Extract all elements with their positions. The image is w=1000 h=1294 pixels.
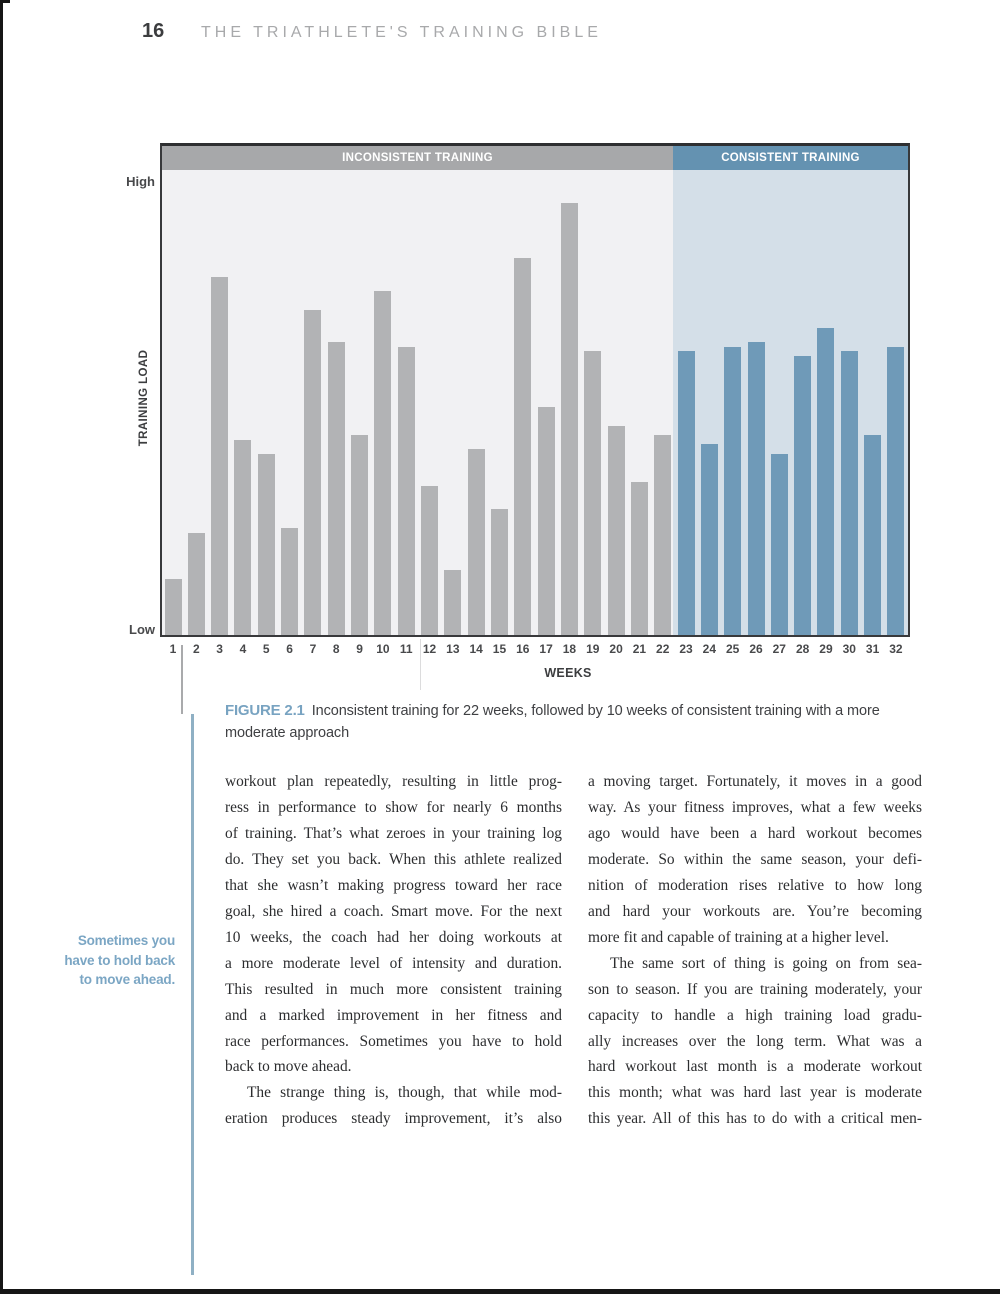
pull-quote-line: to move ahead. bbox=[79, 972, 175, 987]
body-text-line: this month; what was hard last year is moderate bbox=[588, 1084, 922, 1102]
bar-week-23 bbox=[678, 351, 695, 635]
bar-week-28 bbox=[794, 356, 811, 635]
scan-edge-bottom bbox=[0, 1289, 1000, 1294]
pull-quote-line: Sometimes you bbox=[77, 933, 175, 948]
text-margin-rule bbox=[191, 714, 194, 1275]
body-text-line: The same sort of thing is going on from sea- bbox=[610, 954, 922, 972]
week-tick-20: 20 bbox=[609, 642, 623, 656]
week-tick-18: 18 bbox=[562, 642, 577, 656]
body-text-line: and a marked improvement in her fitness and bbox=[225, 1006, 562, 1024]
bar-week-31 bbox=[864, 435, 881, 635]
body-text-line: This resulted in much more consistent training bbox=[225, 980, 562, 998]
body-text-line: nition of moderation rises relative to how long bbox=[588, 876, 922, 894]
body-text-line: a more moderate level of intensity and duration. bbox=[225, 954, 562, 972]
bar-week-5 bbox=[258, 454, 275, 635]
bar-week-18 bbox=[561, 203, 578, 636]
y-axis-title: TRAINING LOAD bbox=[138, 349, 150, 447]
body-text-line: do. They set you back. When this athlete realized bbox=[225, 850, 562, 868]
bar-week-19 bbox=[584, 351, 601, 635]
body-text-line: ress in performance to show for nearly 6 months bbox=[225, 798, 562, 816]
bar-week-29 bbox=[817, 328, 834, 635]
body-text-line: son to season. If you are training moderately, your bbox=[588, 980, 922, 998]
body-text-line: back to move ahead. bbox=[225, 1058, 352, 1076]
body-text-line: ago would have been a hard workout becomes bbox=[588, 824, 922, 842]
week-tick-9: 9 bbox=[356, 642, 363, 656]
running-head-title: THE TRIATHLETE'S TRAINING BIBLE bbox=[201, 24, 602, 41]
week-tick-32: 32 bbox=[889, 642, 903, 656]
week-tick-14: 14 bbox=[469, 642, 483, 656]
y-tick-low: Low bbox=[129, 622, 155, 637]
figure-caption-label: FIGURE 2.1 bbox=[225, 702, 305, 719]
week-tick-6: 6 bbox=[286, 642, 293, 656]
body-text-line: of training. That’s what zeroes in your training log bbox=[225, 824, 562, 842]
body-text-line: more fit and capable of training at a higher level. bbox=[588, 928, 889, 946]
bar-week-1 bbox=[165, 579, 182, 635]
week-tick-24: 24 bbox=[702, 642, 717, 656]
bar-week-16 bbox=[514, 258, 531, 635]
bar-week-12 bbox=[421, 486, 438, 635]
week-tick-17: 17 bbox=[539, 642, 553, 656]
body-text-line: that she wasn’t making progress toward her race bbox=[225, 876, 562, 894]
chart-bars bbox=[162, 170, 908, 635]
scan-edge-left bbox=[0, 0, 3, 1294]
bar-week-7 bbox=[304, 310, 321, 636]
x-axis-title: WEEKS bbox=[544, 666, 592, 680]
week-tick-27: 27 bbox=[772, 642, 786, 656]
body-text-line: The strange thing is, though, that while mod- bbox=[247, 1084, 562, 1102]
week-tick-26: 26 bbox=[749, 642, 763, 656]
week-tick-16: 16 bbox=[516, 642, 530, 656]
scan-edge-corner bbox=[0, 0, 10, 3]
week-tick-7: 7 bbox=[309, 642, 317, 656]
body-column-right bbox=[588, 769, 922, 1132]
bar-week-20 bbox=[608, 426, 625, 635]
week-tick-28: 28 bbox=[795, 642, 810, 656]
body-text-line: goal, she hired a coach. Smart move. For the next bbox=[225, 902, 562, 920]
body-text-line: a moving target. Fortunately, it moves in a good bbox=[588, 773, 922, 790]
bar-week-13 bbox=[444, 570, 461, 635]
week-tick-3: 3 bbox=[216, 642, 223, 656]
band-consistent-training: CONSISTENT TRAINING bbox=[673, 146, 908, 170]
bar-week-21 bbox=[631, 482, 648, 636]
figure-caption bbox=[225, 700, 913, 744]
week-tick-8: 8 bbox=[332, 642, 340, 656]
week-tick-25: 25 bbox=[725, 642, 740, 656]
bar-week-6 bbox=[281, 528, 298, 635]
chart-top-band bbox=[162, 146, 908, 170]
body-text-line: way. As your fitness improves, what a few weeks bbox=[588, 798, 922, 816]
body-column-left bbox=[225, 769, 562, 1132]
week-tick-2: 2 bbox=[192, 642, 200, 656]
week-tick-30: 30 bbox=[842, 642, 856, 656]
week-tick-4: 4 bbox=[239, 642, 247, 656]
bar-week-11 bbox=[398, 347, 415, 635]
week-tick-22: 22 bbox=[656, 642, 670, 656]
week-tick-29: 29 bbox=[819, 642, 833, 656]
bar-week-14 bbox=[468, 449, 485, 635]
bar-week-2 bbox=[188, 533, 205, 635]
week-tick-10: 10 bbox=[376, 642, 390, 656]
week-tick-13: 13 bbox=[446, 642, 460, 656]
week-tick-21: 21 bbox=[632, 642, 647, 656]
y-tick-high: High bbox=[126, 174, 155, 189]
bar-week-30 bbox=[841, 351, 858, 635]
bar-week-22 bbox=[654, 435, 671, 635]
bar-week-17 bbox=[538, 407, 555, 635]
scan-artifact-rule bbox=[420, 639, 421, 690]
body-text-line: and hard your workouts are. You’re becoming bbox=[588, 902, 922, 920]
week-tick-31: 31 bbox=[865, 642, 880, 656]
week-tick-12: 12 bbox=[422, 642, 437, 656]
body-text-line: eration produces steady improvement, it’s also bbox=[225, 1110, 562, 1128]
page-number: 16 bbox=[142, 20, 165, 42]
chart-plot-area bbox=[162, 170, 908, 635]
body-text-line: moderate. So within the same season, your defi- bbox=[588, 850, 922, 868]
week-tick-23: 23 bbox=[679, 642, 693, 656]
bar-week-10 bbox=[374, 291, 391, 635]
pull-quote bbox=[48, 931, 175, 990]
figure-2-1-chart bbox=[160, 143, 910, 637]
body-text-line: 10 weeks, the coach had her doing workouts at bbox=[225, 928, 562, 946]
x-axis-tick-labels bbox=[162, 642, 908, 658]
bar-week-32 bbox=[887, 347, 904, 635]
week-tick-1: 1 bbox=[169, 642, 177, 656]
figure-margin-rule bbox=[181, 645, 183, 714]
bar-week-3 bbox=[211, 277, 228, 635]
bar-week-27 bbox=[771, 454, 788, 635]
pull-quote-line: have to hold back bbox=[64, 952, 175, 968]
bar-week-9 bbox=[351, 435, 368, 635]
bar-week-25 bbox=[724, 347, 741, 635]
week-tick-15: 15 bbox=[492, 642, 507, 656]
bar-week-4 bbox=[234, 440, 251, 635]
band-inconsistent-training: INCONSISTENT TRAINING bbox=[162, 146, 673, 170]
bar-week-26 bbox=[748, 342, 765, 635]
body-text-line: workout plan repeatedly, resulting in little prog- bbox=[225, 773, 562, 790]
week-tick-19: 19 bbox=[586, 642, 600, 656]
body-text-line: hard workout last month is a moderate workout bbox=[588, 1058, 922, 1076]
week-tick-11: 11 bbox=[399, 642, 413, 656]
body-text-line: race performances. Sometimes you have to hold bbox=[225, 1032, 562, 1050]
week-tick-5: 5 bbox=[262, 642, 270, 656]
bar-week-15 bbox=[491, 509, 508, 635]
figure-caption-text: Inconsistent training for 22 weeks, followed by 10 weeks of consistent training with a more moderate approach bbox=[225, 703, 880, 741]
body-text-line: ally increases over the long term. What was a bbox=[588, 1032, 922, 1050]
body-text-line: this year. All of this has to do with a critical men- bbox=[588, 1110, 922, 1128]
body-text-line: capacity to handle a high training load gradu- bbox=[588, 1006, 922, 1024]
bar-week-8 bbox=[328, 342, 345, 635]
bar-week-24 bbox=[701, 444, 718, 635]
